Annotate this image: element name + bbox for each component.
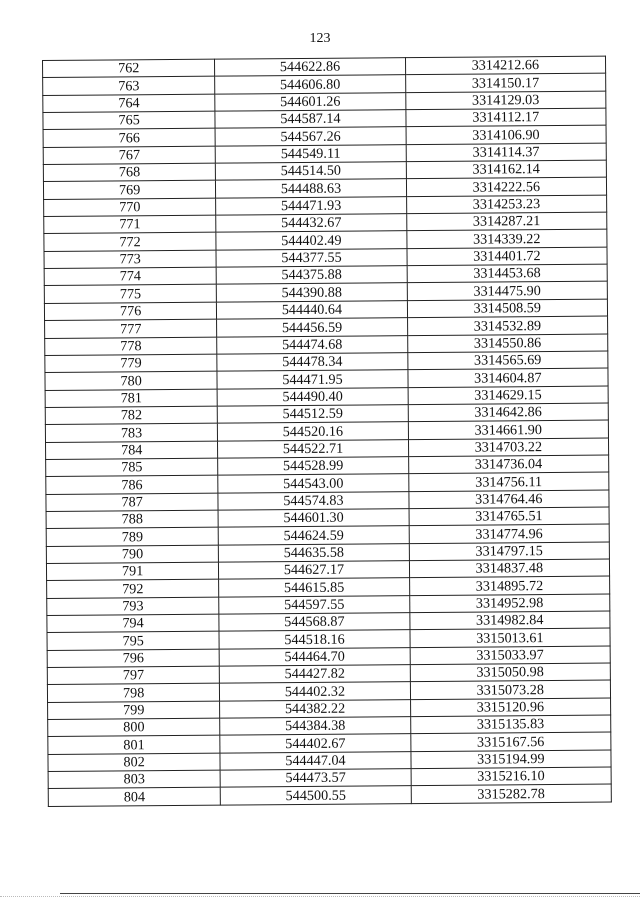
point-number-cell: 771 <box>44 215 216 234</box>
y-coordinate-cell: 3314212.66 <box>405 56 606 75</box>
point-number-cell: 804 <box>48 788 220 807</box>
y-coordinate-cell: 3314774.96 <box>409 524 610 543</box>
point-number-cell: 772 <box>44 233 216 252</box>
y-coordinate-cell: 3314150.17 <box>405 73 606 92</box>
x-coordinate-cell: 544518.16 <box>219 630 409 649</box>
point-number-cell: 797 <box>47 666 219 685</box>
footer-rule <box>60 893 640 894</box>
point-number-cell: 768 <box>43 163 215 182</box>
coordinate-table <box>42 56 612 807</box>
x-coordinate-cell: 544488.63 <box>216 179 406 198</box>
y-coordinate-cell: 3314756.11 <box>408 472 609 491</box>
x-coordinate-cell: 544520.16 <box>218 422 408 441</box>
y-coordinate-cell: 3314129.03 <box>405 91 606 110</box>
point-number-cell: 792 <box>47 579 219 598</box>
x-coordinate-cell: 544567.26 <box>215 127 405 146</box>
y-coordinate-cell: 3314797.15 <box>409 542 610 561</box>
x-coordinate-cell: 544447.04 <box>220 751 410 770</box>
point-number-cell: 800 <box>48 718 220 737</box>
y-coordinate-cell: 3314532.89 <box>407 316 608 335</box>
x-coordinate-cell: 544514.50 <box>216 162 406 181</box>
x-coordinate-cell: 544574.83 <box>218 491 408 510</box>
y-coordinate-cell: 3314952.98 <box>409 594 610 613</box>
x-coordinate-cell: 544635.58 <box>219 543 409 562</box>
y-coordinate-cell: 3315135.83 <box>410 715 611 734</box>
x-coordinate-cell: 544615.85 <box>219 578 409 597</box>
x-coordinate-cell: 544500.55 <box>221 786 411 805</box>
point-number-cell: 769 <box>43 181 215 200</box>
y-coordinate-cell: 3314736.04 <box>408 455 609 474</box>
point-number-cell: 799 <box>48 701 220 720</box>
y-coordinate-cell: 3314453.68 <box>407 264 608 283</box>
point-number-cell: 783 <box>45 423 217 442</box>
y-coordinate-cell: 3314765.51 <box>409 507 610 526</box>
x-coordinate-cell: 544543.00 <box>218 474 408 493</box>
y-coordinate-cell: 3314565.69 <box>407 351 608 370</box>
x-coordinate-cell: 544382.22 <box>220 699 410 718</box>
point-number-cell: 801 <box>48 736 220 755</box>
point-number-cell: 786 <box>46 475 218 494</box>
y-coordinate-cell: 3314642.86 <box>408 403 609 422</box>
x-coordinate-cell: 544471.93 <box>216 196 406 215</box>
y-coordinate-cell: 3314661.90 <box>408 420 609 439</box>
y-coordinate-cell: 3314629.15 <box>408 386 609 405</box>
point-number-cell: 788 <box>46 510 218 529</box>
point-number-cell: 798 <box>47 683 219 702</box>
table-row <box>48 784 611 806</box>
point-number-cell: 782 <box>45 406 217 425</box>
point-number-cell: 767 <box>43 146 215 165</box>
x-coordinate-cell: 544427.82 <box>220 665 410 684</box>
point-number-cell: 779 <box>45 354 217 373</box>
x-coordinate-cell: 544601.30 <box>218 509 408 528</box>
point-number-cell: 793 <box>47 597 219 616</box>
y-coordinate-cell: 3314222.56 <box>406 177 607 196</box>
y-coordinate-cell: 3314339.22 <box>406 230 607 249</box>
point-number-cell: 777 <box>45 319 217 338</box>
point-number-cell: 790 <box>46 545 218 564</box>
y-coordinate-cell: 3314106.90 <box>406 125 607 144</box>
point-number-cell: 764 <box>43 94 215 113</box>
point-number-cell: 795 <box>47 631 219 650</box>
footer-dotted-rule <box>0 896 640 897</box>
point-number-cell: 784 <box>46 441 218 460</box>
y-coordinate-cell: 3314837.48 <box>409 559 610 578</box>
x-coordinate-cell: 544522.71 <box>218 439 408 458</box>
y-coordinate-cell: 3314475.90 <box>407 282 608 301</box>
x-coordinate-cell: 544432.67 <box>216 214 406 233</box>
x-coordinate-cell: 544402.67 <box>220 734 410 753</box>
x-coordinate-cell: 544549.11 <box>215 144 405 163</box>
x-coordinate-cell: 544622.86 <box>215 58 405 77</box>
point-number-cell: 794 <box>47 614 219 633</box>
x-coordinate-cell: 544390.88 <box>217 283 407 302</box>
y-coordinate-cell: 3314703.22 <box>408 438 609 457</box>
x-coordinate-cell: 544473.57 <box>220 769 410 788</box>
point-number-cell: 762 <box>43 59 215 78</box>
point-number-cell: 775 <box>44 285 216 304</box>
point-number-cell: 780 <box>45 371 217 390</box>
y-coordinate-cell: 3315120.96 <box>410 698 611 717</box>
y-coordinate-cell: 3314895.72 <box>409 576 610 595</box>
y-coordinate-cell: 3314162.14 <box>406 160 607 179</box>
y-coordinate-cell: 3315033.97 <box>410 646 611 665</box>
point-number-cell: 785 <box>46 458 218 477</box>
y-coordinate-cell: 3314112.17 <box>406 108 607 127</box>
point-number-cell: 778 <box>45 337 217 356</box>
y-coordinate-cell: 3314764.46 <box>409 490 610 509</box>
y-coordinate-cell: 3315216.10 <box>411 767 612 786</box>
y-coordinate-cell: 3314604.87 <box>408 368 609 387</box>
y-coordinate-cell: 3314550.86 <box>407 334 608 353</box>
point-number-cell: 803 <box>48 770 220 789</box>
y-coordinate-cell: 3314287.21 <box>406 212 607 231</box>
x-coordinate-cell: 544471.95 <box>217 370 407 389</box>
x-coordinate-cell: 544375.88 <box>216 266 406 285</box>
y-coordinate-cell: 3315050.98 <box>410 663 611 682</box>
x-coordinate-cell: 544377.55 <box>216 248 406 267</box>
y-coordinate-cell: 3314253.23 <box>406 195 607 214</box>
point-number-cell: 770 <box>44 198 216 217</box>
x-coordinate-cell: 544601.26 <box>215 92 405 111</box>
point-number-cell: 791 <box>46 562 218 581</box>
point-number-cell: 781 <box>45 389 217 408</box>
x-coordinate-cell: 544597.55 <box>219 595 409 614</box>
x-coordinate-cell: 544478.34 <box>217 352 407 371</box>
x-coordinate-cell: 544384.38 <box>220 717 410 736</box>
point-number-cell: 796 <box>47 649 219 668</box>
x-coordinate-cell: 544456.59 <box>217 318 407 337</box>
y-coordinate-cell: 3314401.72 <box>407 247 608 266</box>
y-coordinate-cell: 3315194.99 <box>411 750 612 769</box>
y-coordinate-cell: 3315013.61 <box>410 628 611 647</box>
point-number-cell: 789 <box>46 527 218 546</box>
y-coordinate-cell: 3315073.28 <box>410 680 611 699</box>
x-coordinate-cell: 544627.17 <box>219 561 409 580</box>
x-coordinate-cell: 544474.68 <box>217 335 407 354</box>
x-coordinate-cell: 544624.59 <box>218 526 408 545</box>
point-number-cell: 774 <box>44 267 216 286</box>
x-coordinate-cell: 544512.59 <box>218 405 408 424</box>
x-coordinate-cell: 544606.80 <box>215 75 405 94</box>
page-number: 123 <box>309 31 331 46</box>
y-coordinate-cell: 3315167.56 <box>410 732 611 751</box>
x-coordinate-cell: 544587.14 <box>215 110 405 129</box>
point-number-cell: 802 <box>48 753 220 772</box>
y-coordinate-cell: 3314982.84 <box>409 611 610 630</box>
x-coordinate-cell: 544528.99 <box>218 457 408 476</box>
x-coordinate-cell: 544402.49 <box>216 231 406 250</box>
x-coordinate-cell: 544440.64 <box>217 300 407 319</box>
x-coordinate-cell: 544402.32 <box>220 682 410 701</box>
point-number-cell: 787 <box>46 493 218 512</box>
y-coordinate-cell: 3315282.78 <box>411 784 612 803</box>
point-number-cell: 763 <box>43 76 215 95</box>
coordinate-table-body <box>43 56 612 806</box>
x-coordinate-cell: 544464.70 <box>219 647 409 666</box>
point-number-cell: 773 <box>44 250 216 269</box>
x-coordinate-cell: 544568.87 <box>219 613 409 632</box>
point-number-cell: 766 <box>43 129 215 148</box>
y-coordinate-cell: 3314114.37 <box>406 143 607 162</box>
point-number-cell: 776 <box>44 302 216 321</box>
point-number-cell: 765 <box>43 111 215 130</box>
y-coordinate-cell: 3314508.59 <box>407 299 608 318</box>
x-coordinate-cell: 544490.40 <box>217 387 407 406</box>
